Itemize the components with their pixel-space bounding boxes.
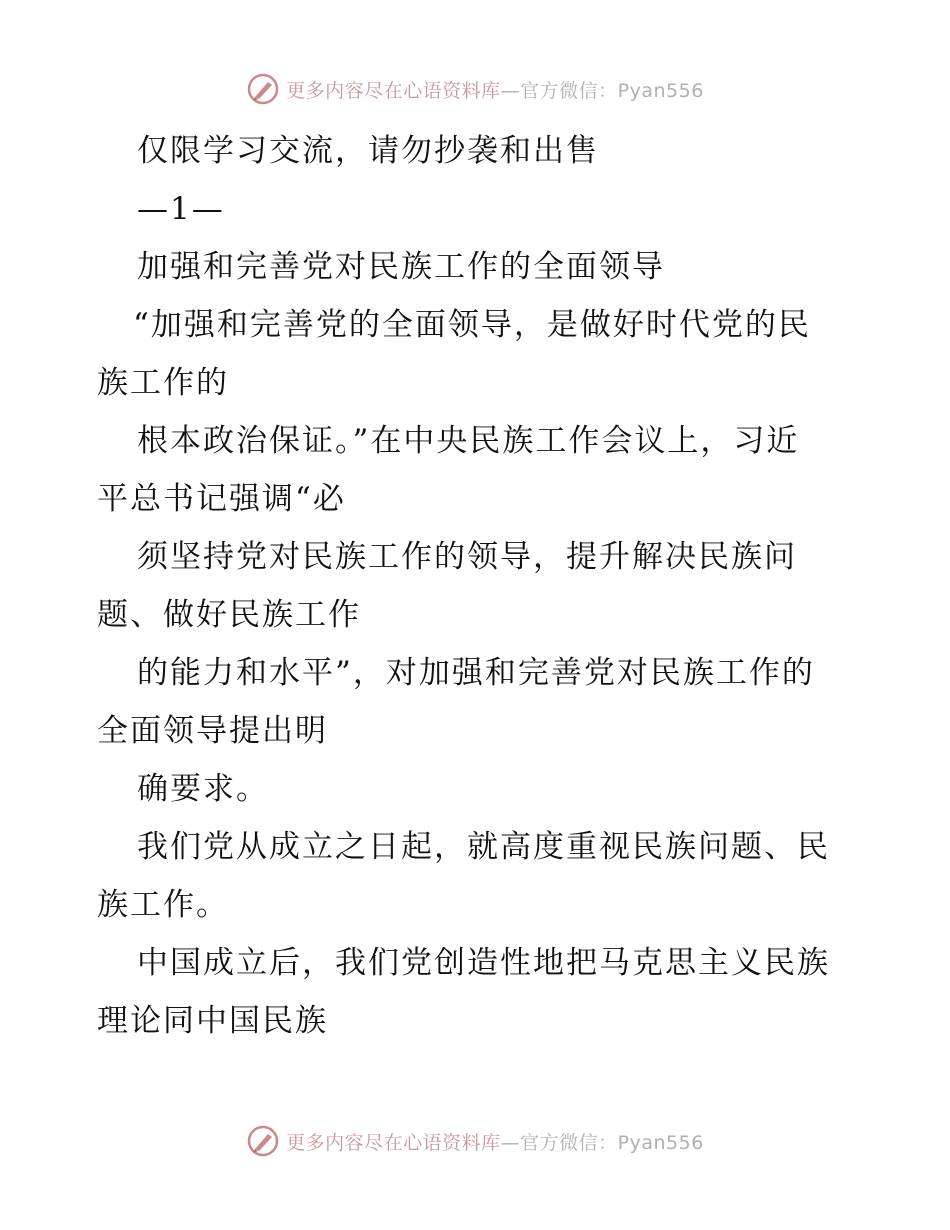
paragraph-line: 题、做好民族工作 xyxy=(97,597,361,633)
watermark-footer xyxy=(0,1124,950,1158)
watermark-title: 更多内容尽在心语资料库 xyxy=(286,79,501,102)
paragraph-line: 我们党从成立之日起，就高度重视民族问题、民 xyxy=(137,829,830,865)
paragraph-line: 理论同中国民族 xyxy=(97,1003,328,1039)
paragraph-line: 的能力和水平”，对加强和完善党对民族工作的 xyxy=(137,655,815,691)
paragraph-line: 族工作的 xyxy=(97,365,229,401)
paragraph-line: 全面领导提出明 xyxy=(97,713,328,749)
paragraph-line: 确要求。 xyxy=(137,771,269,807)
paragraph-line: 中国成立后，我们党创造性地把马克思主义民族 xyxy=(137,945,830,981)
paragraph-line: 根本政治保证。”在中央民族工作会议上，习近 xyxy=(137,423,800,459)
pen-logo-icon xyxy=(246,1124,280,1158)
paragraph-line: 平总书记强调“必 xyxy=(97,481,346,517)
watermark-header xyxy=(0,72,950,106)
watermark-contact: —官方微信：Pyan556 xyxy=(500,79,704,102)
pen-logo-icon xyxy=(246,72,280,106)
notice-line: 仅限学习交流，请勿抄袭和出售 xyxy=(137,133,599,169)
watermark-title: 更多内容尽在心语资料库 xyxy=(286,1131,501,1154)
section-heading: 加强和完善党对民族工作的全面领导 xyxy=(137,249,665,285)
paragraph-line: 须坚持党对民族工作的领导，提升解决民族问 xyxy=(137,539,797,575)
page-number: —1— xyxy=(137,191,225,227)
paragraph-line: 族工作。 xyxy=(97,887,229,923)
watermark-contact: —官方微信：Pyan556 xyxy=(500,1131,704,1154)
document-body xyxy=(97,122,857,1050)
paragraph-line: “加强和完善党的全面领导，是做好时代党的民 xyxy=(133,307,811,343)
